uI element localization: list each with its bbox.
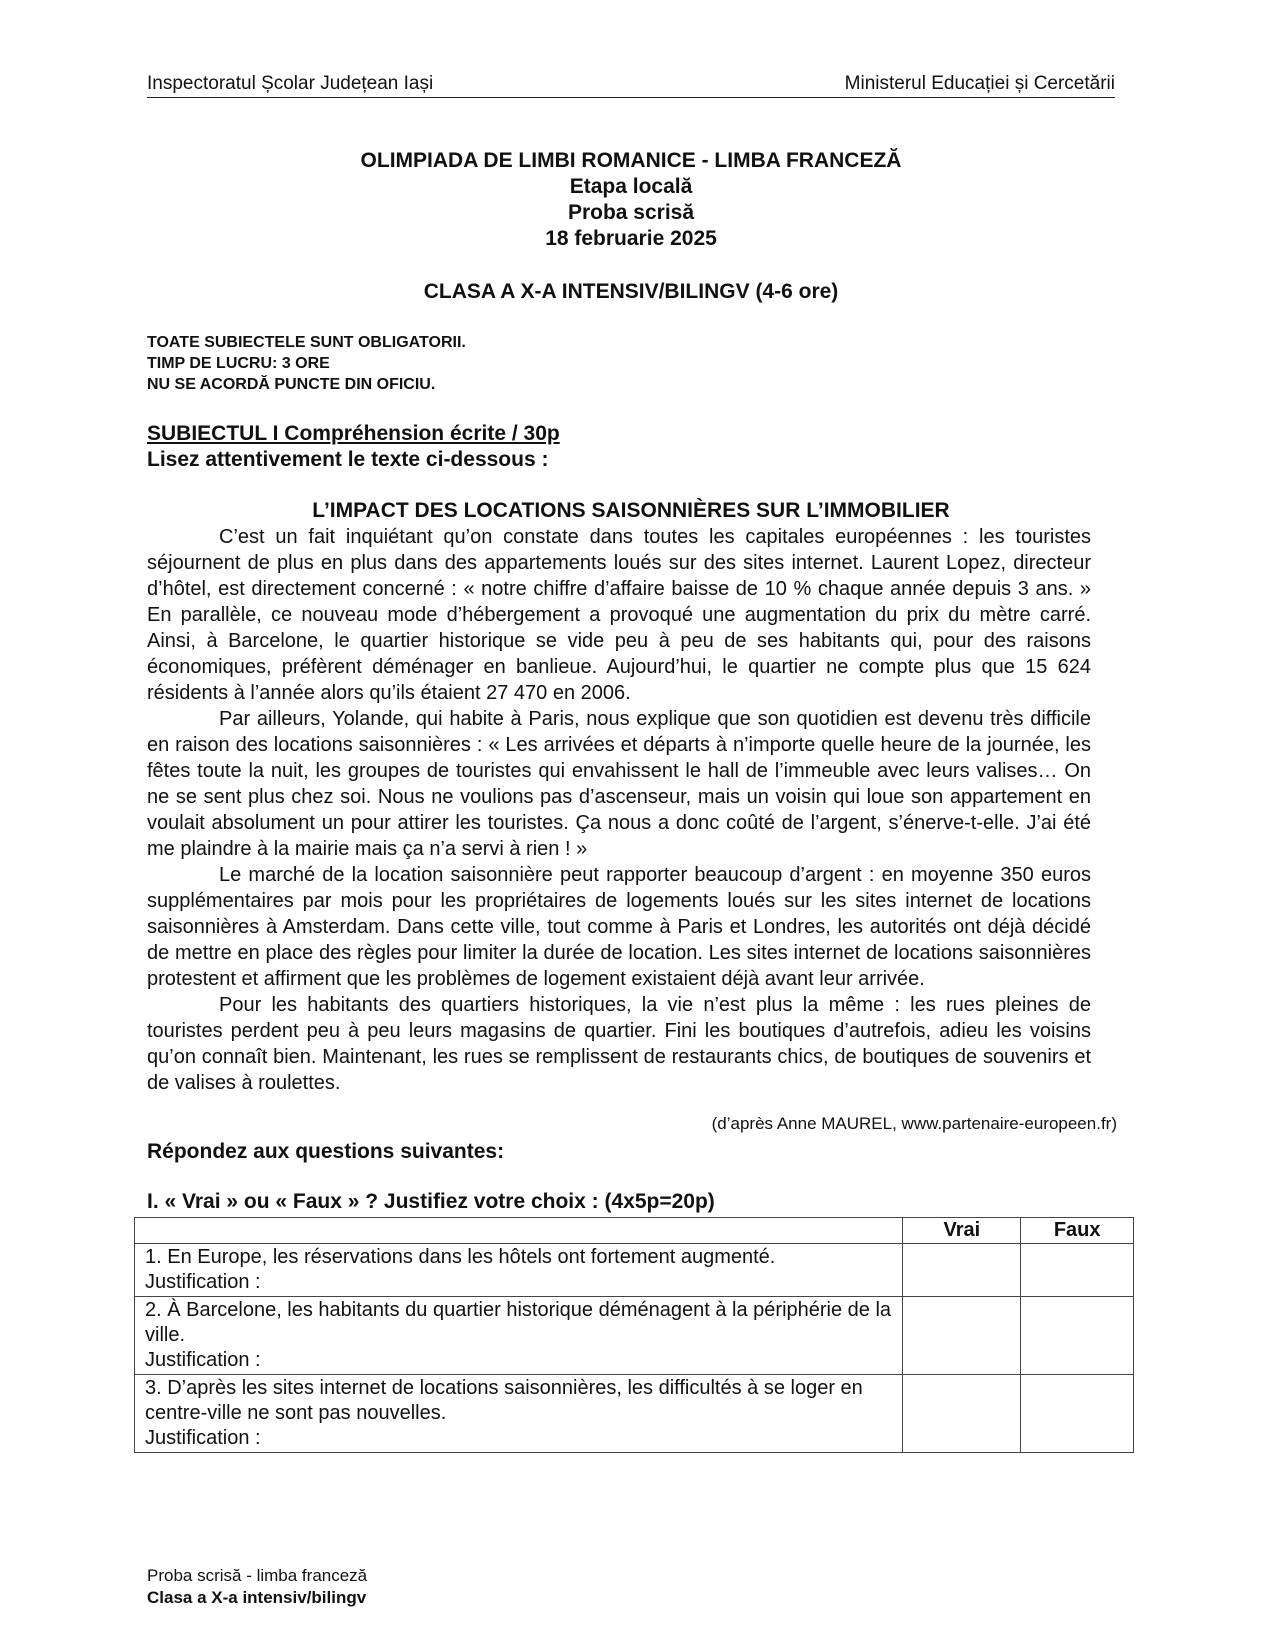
header-cell-question: [135, 1218, 903, 1244]
article-paragraph: Pour les habitants des quartiers historiques, la vie n’est plus la même : les rues pleines de touristes perdent peu à peu leurs magasins de quartier. Fini les boutiques d’autrefois, adieu les voisins qu’on connaît bien. Maintenant, les rues se remplissent de restaurants chics, de boutiques de souvenirs et de valises à roulettes.: [147, 994, 1091, 1094]
article-paragraph: C’est un fait inquiétant qu’on constate dans toutes les capitales européennes : les touristes séjournent de plus en plus dans des appartements loués sur des sites internet. Laurent Lopez, directeur d’hôtel, est directement concerné : « notre chiffre d’affaire baisse de 10 % chaque année depuis 3 ans. » En parallèle, ce nouveau mode d’hébergement a provoqué une augmentation du prix du mètre carré. Ainsi, à Barcelone, le quartier historique se vide peu à peu de ses habitants qui, pour des raisons économiques, préfèrent déménager en banlieue. Aujourd’hui, le quartier ne compte plus que 15 624 résidents à l’année alors qu’ils étaient 27 470 en 2006.: [147, 526, 1091, 704]
vrai-answer-cell[interactable]: [903, 1297, 1021, 1375]
article-source: (d’après Anne MAUREL, www.partenaire-europeen.fr): [711, 1114, 1117, 1133]
rule-line: TIMP DE LUCRU: 3 ORE: [147, 355, 330, 372]
justification-label: Justification :: [145, 1271, 261, 1293]
exam-titles: [147, 148, 1115, 252]
faux-answer-cell[interactable]: [1021, 1375, 1134, 1453]
exam-type: Proba scrisă: [567, 201, 695, 224]
question-text: 1. En Europe, les réservations dans les hôtels ont fortement augmenté.: [145, 1246, 776, 1268]
table-row: [135, 1244, 1134, 1297]
page-header: [147, 72, 1115, 98]
vrai-answer-cell[interactable]: [903, 1375, 1021, 1453]
subject-block: [147, 421, 560, 473]
justification-label: Justification :: [145, 1427, 261, 1449]
article-paragraph: Par ailleurs, Yolande, qui habite à Paris, nous explique que son quotidien est devenu très difficile en raison des locations saisonnières : « Les arrivées et départs à n’importe quelle heure de la journée, les fêtes toute la nuit, les groupes de touristes qui envahissent le hall de l’immeuble avec leurs valises… On ne se sent plus chez soi. Nous ne voulions pas d’ascenseur, mais un voisin qui loue son appartement en voulait absolument un pour attirer les touristes. Ça nous a donc coûté de l’argent, s’énerve-t-elle. J’ai été me plaindre à la mairie mais ça n’a servi à rien ! »: [147, 708, 1091, 860]
subject-heading: SUBIECTUL I Compréhension écrite / 30p: [147, 422, 560, 445]
footer-line: Proba scrisă - limba franceză: [147, 1566, 368, 1585]
question-text: 3. D’après les sites internet de locations saisonnières, les difficultés à se loger en centre-ville ne sont pas nouvelles.: [145, 1377, 863, 1424]
table-header-row: [135, 1218, 1134, 1244]
exam-title: OLIMPIADA DE LIMBI ROMANICE - LIMBA FRANCEZĂ: [360, 149, 902, 172]
subject-instruction: Lisez attentivement le texte ci-dessous :: [147, 448, 549, 471]
faux-answer-cell[interactable]: [1021, 1297, 1134, 1375]
question-cell: [135, 1375, 903, 1453]
exam-rules: [147, 332, 466, 395]
page-footer: [147, 1565, 367, 1609]
question-cell: [135, 1297, 903, 1375]
justification-label: Justification :: [145, 1349, 261, 1371]
true-false-table: [134, 1217, 1134, 1453]
true-false-title: I. « Vrai » ou « Faux » ? Justifiez votre choix : (4x5p=20p): [147, 1190, 715, 1213]
exam-date: 18 februarie 2025: [545, 227, 717, 250]
header-cell-vrai: Vrai: [903, 1218, 1021, 1244]
question-text: 2. À Barcelone, les habitants du quartier historique déménagent à la périphérie de la ville.: [145, 1299, 892, 1346]
header-right: Ministerul Educației și Cercetării: [844, 73, 1115, 94]
article-paragraph: Le marché de la location saisonnière peut rapporter beaucoup d’argent : en moyenne 350 euros supplémentaires par mois pour les propriétaires de logements loués sur les sites internet de locations saisonnières à Amsterdam. Dans cette ville, tout comme à Paris et Londres, les autorités ont déjà décidé de mettre en place des règles pour limiter la durée de location. Les sites internet de locations saisonnières protestent et affirment que les problèmes de logement existaient déjà avant leur arrivée.: [147, 864, 1091, 990]
faux-answer-cell[interactable]: [1021, 1244, 1134, 1297]
footer-line: Clasa a X-a intensiv/bilingv: [147, 1588, 367, 1607]
rule-line: TOATE SUBIECTELE SUNT OBLIGATORII.: [147, 334, 466, 351]
header-left: Inspectoratul Școlar Județean Iași: [147, 73, 434, 94]
header-cell-faux: Faux: [1021, 1218, 1134, 1244]
table-row: [135, 1375, 1134, 1453]
question-cell: [135, 1244, 903, 1297]
class-title: CLASA A X-A INTENSIV/BILINGV (4-6 ore): [423, 280, 839, 303]
questions-title: Répondez aux questions suivantes:: [147, 1140, 505, 1163]
article-body: [147, 524, 1091, 1096]
exam-stage: Etapa locală: [569, 175, 693, 198]
rule-line: NU SE ACORDĂ PUNCTE DIN OFICIU.: [147, 376, 436, 393]
table-row: [135, 1297, 1134, 1375]
article-title: L’IMPACT DES LOCATIONS SAISONNIÈRES SUR L’IMMOBILIER: [312, 499, 950, 522]
vrai-answer-cell[interactable]: [903, 1244, 1021, 1297]
